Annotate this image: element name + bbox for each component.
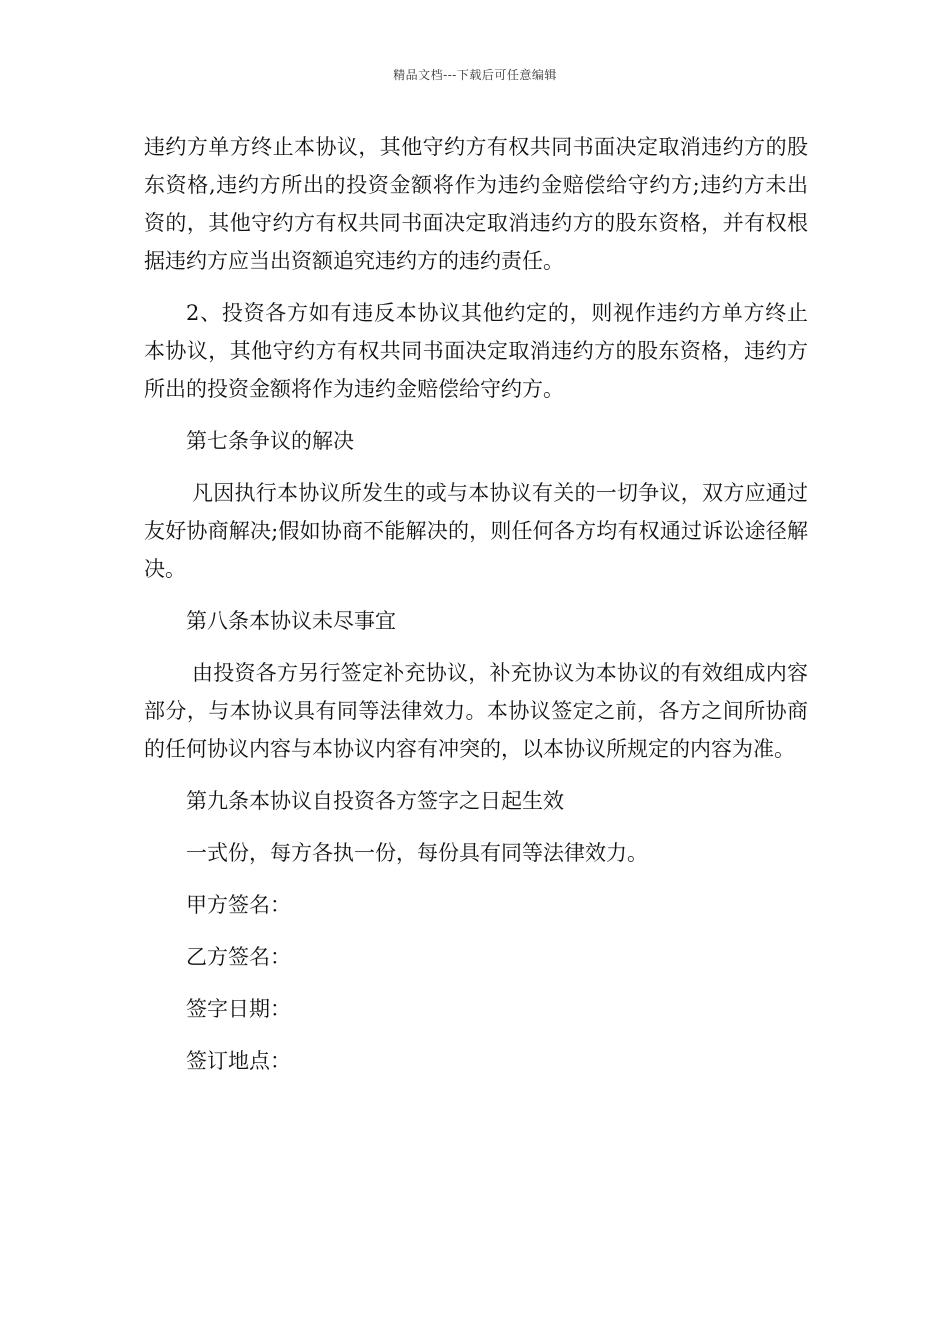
heading-article-7: 第七条争议的解决 [186, 429, 354, 453]
heading-article-9: 第九条本协议自投资各方签字之日起生效 [186, 789, 564, 813]
signature-party-a: 甲方签名： [186, 893, 291, 917]
signature-party-b: 乙方签名： [186, 945, 291, 969]
heading-article-8: 第八条本协议未尽事宜 [186, 609, 396, 633]
page-header: 精品文档---下载后可任意编辑 [393, 68, 557, 82]
paragraph-breach-termination: 违约方单方终止本协议，其他守约方有权共同书面决定取消违约方的股东资格,违约方所出的投资金额将作为违约金赔偿给守约方;违约方未出资的，其他守约方有权共同书面决定取消违约方的股东资格，并有权根据违约方应当出资额追究违约方的违约责任。 [144, 135, 808, 273]
paragraph-copies: 一式份，每方各执一份，每份具有同等法律效力。 [186, 841, 648, 865]
paragraph-dispute-resolution: 凡因执行本协议所发生的或与本协议有关的一切争议，双方应通过友好协商解决;假如协商不能解决的，则任何各方均有权通过诉讼途径解决。 [144, 481, 808, 581]
signature-place: 签订地点： [186, 1049, 291, 1073]
paragraph-supplementary-agreement: 由投资各方另行签定补充协议，补充协议为本协议的有效组成内容部分，与本协议具有同等法律效力。本协议签定之前，各方之间所协商的任何协议内容与本协议内容有冲突的，以本协议所规定的内容为准。 [144, 661, 808, 761]
paragraph-breach-other: 2、投资各方如有违反本协议其他约定的，则视作违约方单方终止本协议，其他守约方有权共同书面决定取消违约方的股东资格，违约方所出的投资金额将作为违约金赔偿给守约方。 [144, 301, 808, 401]
signature-date: 签字日期： [186, 997, 291, 1021]
document-body [144, 128, 808, 1080]
